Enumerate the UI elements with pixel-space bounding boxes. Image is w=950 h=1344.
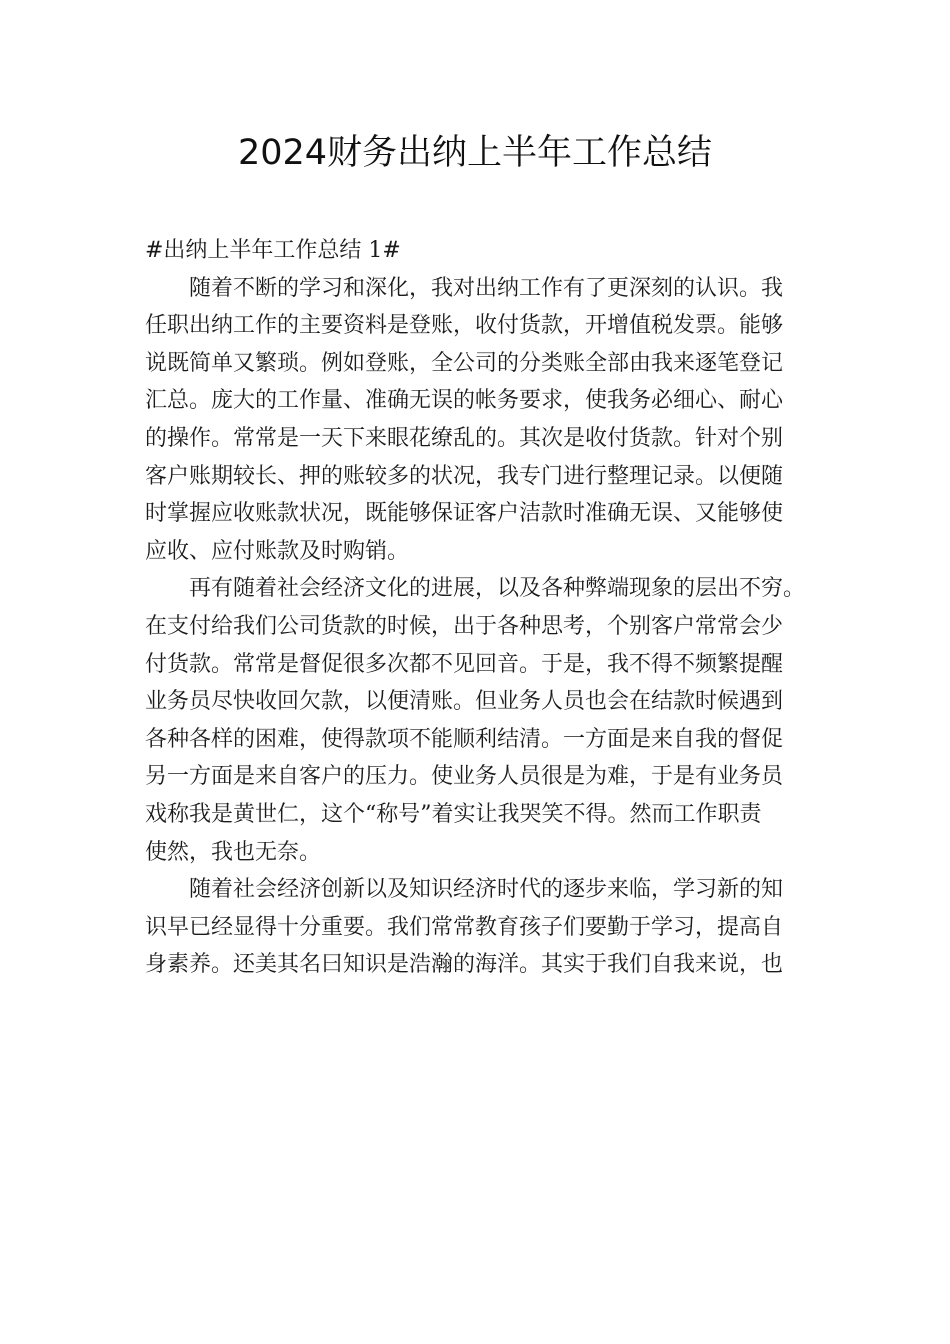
- paragraph-line: 使然，我也无奈。: [145, 839, 322, 865]
- paragraph-line: 说既简单又繁琐。例如登账，全公司的分类账全部由我来逐笔登记: [145, 350, 784, 376]
- document-title: 2024财务出纳上半年工作总结: [237, 133, 713, 173]
- paragraph-line: 另一方面是来自客户的压力。使业务人员很是为难，于是有业务员: [145, 764, 784, 790]
- paragraph-3: [145, 871, 820, 984]
- paragraph-line: 随着社会经济创新以及知识经济时代的逐步来临，学习新的知: [189, 877, 784, 903]
- paragraph-line: 随着不断的学习和深化，我对出纳工作有了更深刻的认识。我: [189, 275, 784, 301]
- paragraph-line: 识早已经显得十分重要。我们常常教育孩子们要勤于学习，提高自: [145, 914, 784, 940]
- paragraph-line: 任职出纳工作的主要资料是登账，收付货款，开增值税发票。能够: [145, 313, 784, 339]
- paragraph-line: 应收、应付账款及时购销。: [145, 538, 410, 564]
- paragraph-line: 汇总。庞大的工作量、准确无误的帐务要求，使我务必细心、耐心: [145, 388, 784, 414]
- section-subheading: #出纳上半年工作总结 1#: [145, 238, 401, 263]
- paragraph-line: 付货款。常常是督促很多次都不见回音。于是，我不得不频繁提醒: [145, 651, 784, 677]
- paragraph-line: 身素养。还美其名曰知识是浩瀚的海洋。其实于我们自我来说，也: [145, 952, 784, 978]
- paragraph-line: 各种各样的困难，使得款项不能顺利结清。一方面是来自我的督促: [145, 726, 784, 752]
- paragraph-line: 再有随着社会经济文化的进展，以及各种弊端现象的层出不穷。: [189, 576, 806, 602]
- paragraph-line: 客户账期较长、押的账较多的状况，我专门进行整理记录。以便随: [145, 463, 784, 489]
- document-body: [145, 232, 820, 984]
- paragraph-1: [145, 270, 820, 571]
- paragraph-line: 戏称我是黄世仁，这个“称号”着实让我哭笑不得。然而工作职责: [145, 801, 762, 827]
- paragraph-line: 的操作。常常是一天下来眼花缭乱的。其次是收付货款。针对个别: [145, 425, 784, 451]
- paragraph-line: 业务员尽快收回欠款，以便清账。但业务人员也会在结款时候遇到: [145, 689, 784, 715]
- paragraph-2: [145, 570, 820, 871]
- paragraph-line: 在支付给我们公司货款的时候，出于各种思考，个别客户常常会少: [145, 613, 784, 639]
- paragraph-line: 时掌握应收账款状况，既能够保证客户洁款时准确无误、又能够使: [145, 501, 784, 527]
